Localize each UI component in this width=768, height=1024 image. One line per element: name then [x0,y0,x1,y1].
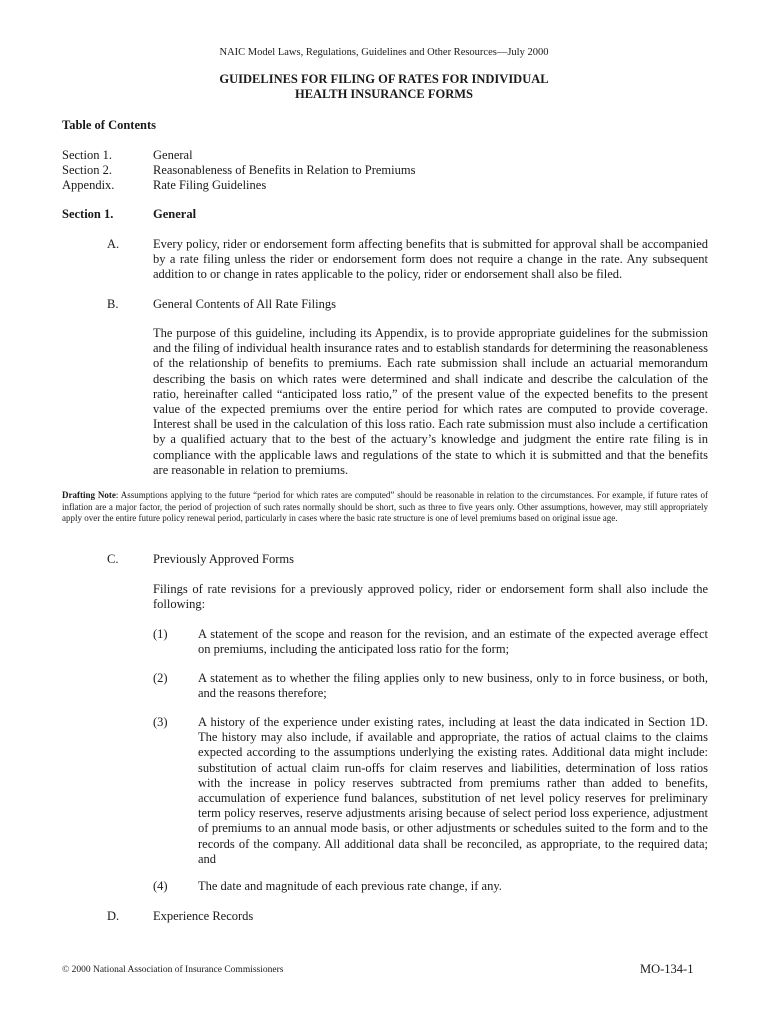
heading-c: Previously Approved Forms [153,552,294,566]
item-marker-c: C. [107,552,119,566]
item-marker-b: B. [107,297,119,311]
item-marker-d: D. [107,909,120,923]
toc-heading: Table of Contents [62,118,156,132]
toc-label: Appendix. [62,178,115,192]
paragraph-b: The purpose of this guideline, including its Appendix, is to provide appropriate guidelines for the submission and the filing of individual health insurance rates and to establish standards for determining the reasonableness of the relationship of benefits to premiums. Each rate submission shall include an actuarial memorandum describing the basis on which rates were determined and shall indicate and describe the calculation of the ratio, hereinafter called “anticipated loss ratio,” of the present value of the expected benefits to the present value of the expected premiums over the entire period for which rates are computed to provide coverage. Interest shall be used in the calculation of this loss ratio. Each rate submission must also include a certification by a qualified actuary that to the best of the actuary’s knowledge and judgment the entire rate filing is in compliance with the applicable laws and regulations of the state to which it is submitted and that the benefits are reasonable in relation to premiums. [153,326,708,477]
footer-copyright: © 2000 National Association of Insurance Commissioners [62,965,284,975]
drafting-note [62,490,708,525]
list-marker: (1) [153,627,168,641]
list-item: The date and magnitude of each previous rate change, if any. [198,879,502,893]
drafting-note-label: Drafting Note [62,490,116,500]
heading-d: Experience Records [153,909,254,923]
title-line-1: GUIDELINES FOR FILING OF RATES FOR INDIVIDUAL [219,72,549,86]
title-line-2: HEALTH INSURANCE FORMS [294,87,474,101]
heading-b: General Contents of All Rate Filings [153,297,336,311]
paragraph-c-intro: Filings of rate revisions for a previously approved policy, rider or endorsement form shall also include the following: [153,582,708,612]
list-item: A statement of the scope and reason for the revision, and an estimate of the expected average effect on premiums, including the anticipated loss ratio for the form; [198,627,708,657]
toc-label: Section 1. [62,148,112,162]
drafting-note-text: : Assumptions applying to the future “period for which rates are computed” should be reasonable in relation to the circumstances. For example, if future rates of inflation are a major factor, the period of projection of such rates normally should be short, such as three to five years only. Other assumptions, however, may still appropriately apply over the entire future policy renewal period, particularly in cases where the basic rate structure is one of level premiums based on original issue age. [62,490,708,524]
running-header: NAIC Model Laws, Regulations, Guidelines and Other Resources—July 2000 [219,47,549,58]
section-title: General [153,207,197,221]
section-label: Section 1. [62,207,114,221]
list-item: A statement as to whether the filing applies only to new business, only to in force business, or both, and the reasons therefore; [198,671,708,701]
list-marker: (4) [153,879,168,893]
list-marker: (2) [153,671,168,685]
document-title [0,72,768,102]
list-item: A history of the experience under existing rates, including at least the data indicated in Section 1D. The history may also include, if available and appropriate, the ratios of actual claims to the claims expected according to the assumptions underlying the existing rates. Additional data might include: substitution of actual claim run-offs for claim reserves and liabilities, determination of loss ratios with the increase in policy reserves subtracted from premiums rather than added to benefits, accumulation of experience fund balances, substitution of net level policy reserves for preliminary term policy reserves, reserve adjustments arising because of select period loss experience, adjustment of premiums to an annual mode basis, or other adjustments or schedules suited to the form and to the records of the company. All additional data shall be reconciled, as appropriate, to the required data; and [198,715,708,866]
list-marker: (3) [153,715,168,729]
paragraph-a: Every policy, rider or endorsement form affecting benefits that is submitted for approval shall be accompanied by a rate filing unless the rider or endorsement form does not require a change in the rate. Any subsequent addition to or change in rates applicable to the policy, rider or endorsement shall also be filed. [153,237,708,282]
footer-page-id: MO-134-1 [640,962,694,976]
toc-label: Section 2. [62,163,112,177]
toc-entry: Reasonableness of Benefits in Relation to Premiums [153,163,416,177]
toc-entry: General [153,148,193,162]
toc-entry: Rate Filing Guidelines [153,178,267,192]
item-marker-a: A. [107,237,120,251]
